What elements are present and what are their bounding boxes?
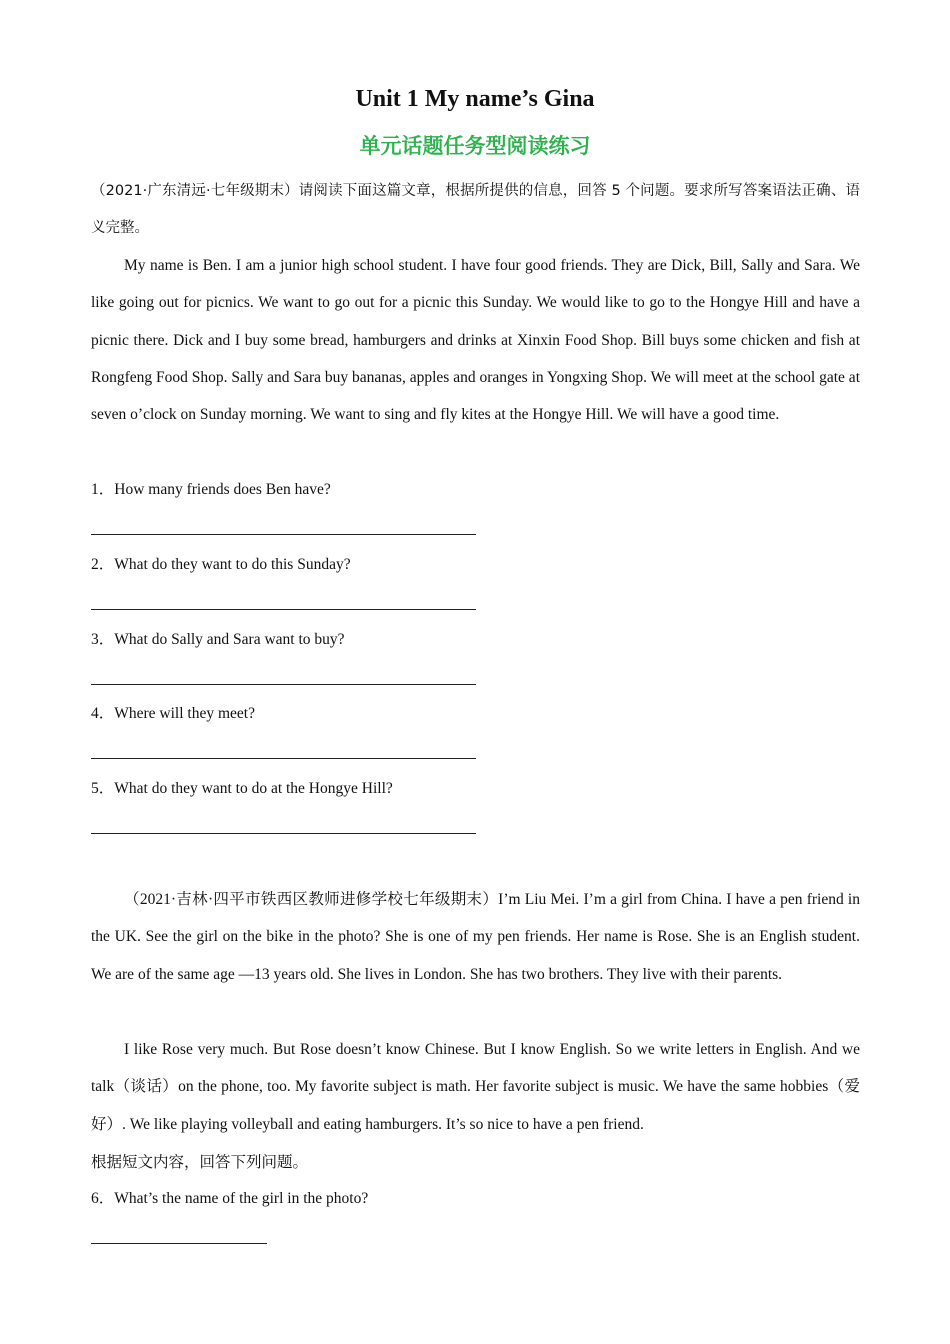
answer-line-6[interactable]: [91, 1243, 267, 1244]
answer-line-2[interactable]: [91, 609, 476, 610]
answer-line-1[interactable]: [91, 534, 476, 535]
page-title: Unit 1 My name’s Gina: [355, 86, 595, 112]
section1-passage: My name is Ben. I am a junior high school student. I have four good friends. They are Dick, Bill, Sally and Sara. We like going out for picnics. We want to go out for a picnic this Sunday. We would like to go to the Hongye Hill and have a picnic there. Dick and I buy some bread, hamburgers and drinks at Xinxin Food Shop. Bill buys some chicken and fish at Rongfeng Food Shop. Sally and Sara buy bananas, apples and oranges in Yongxing Shop. We will meet at the school gate at seven o’clock on Sunday morning. We want to sing and fly kites at the Hongye Hill. We will have a good time.: [91, 257, 860, 424]
section2-paragraph-1: （2021·吉林·四平市铁西区教师进修学校七年级期末）I’m Liu Mei. I’m a girl from China. I have a pen friend in the UK. See the girl on the bike in the photo? She is one of my pen friends. Her name is Rose. She is an English student. We are of the same age —13 years old. She lives in London. She has two brothers. They live with their parents.: [91, 891, 860, 983]
answer-line-4[interactable]: [91, 758, 476, 759]
question-1: 1．How many friends does Ben have?: [91, 481, 331, 498]
answer-line-5[interactable]: [91, 833, 476, 834]
question-6: 6．What’s the name of the girl in the photo?: [91, 1190, 369, 1207]
question-4: 4．Where will they meet?: [91, 705, 255, 722]
section2-paragraph-2: I like Rose very much. But Rose doesn’t know Chinese. But I know English. So we write letters in English. And we talk（谈话）on the phone, too. My favorite subject is math. Her favorite subject is music. We have the same hobbies（爱好）. We like playing volleyball and eating hamburgers. It’s so nice to have a pen friend.: [91, 1041, 860, 1133]
section1-source: （2021·广东清远·七年级期末）请阅读下面这篇文章，根据所提供的信息，回答 5 个问题。要求所写答案语法正确、语义完整。: [91, 183, 860, 237]
page-subtitle: 单元话题任务型阅读练习: [359, 134, 591, 158]
question-3: 3．What do Sally and Sara want to buy?: [91, 631, 345, 648]
section2-instruction: 根据短文内容，回答下列问题。: [91, 1153, 309, 1171]
question-5: 5．What do they want to do at the Hongye Hill?: [91, 780, 393, 797]
answer-line-3[interactable]: [91, 684, 476, 685]
question-2: 2．What do they want to do this Sunday?: [91, 556, 351, 573]
